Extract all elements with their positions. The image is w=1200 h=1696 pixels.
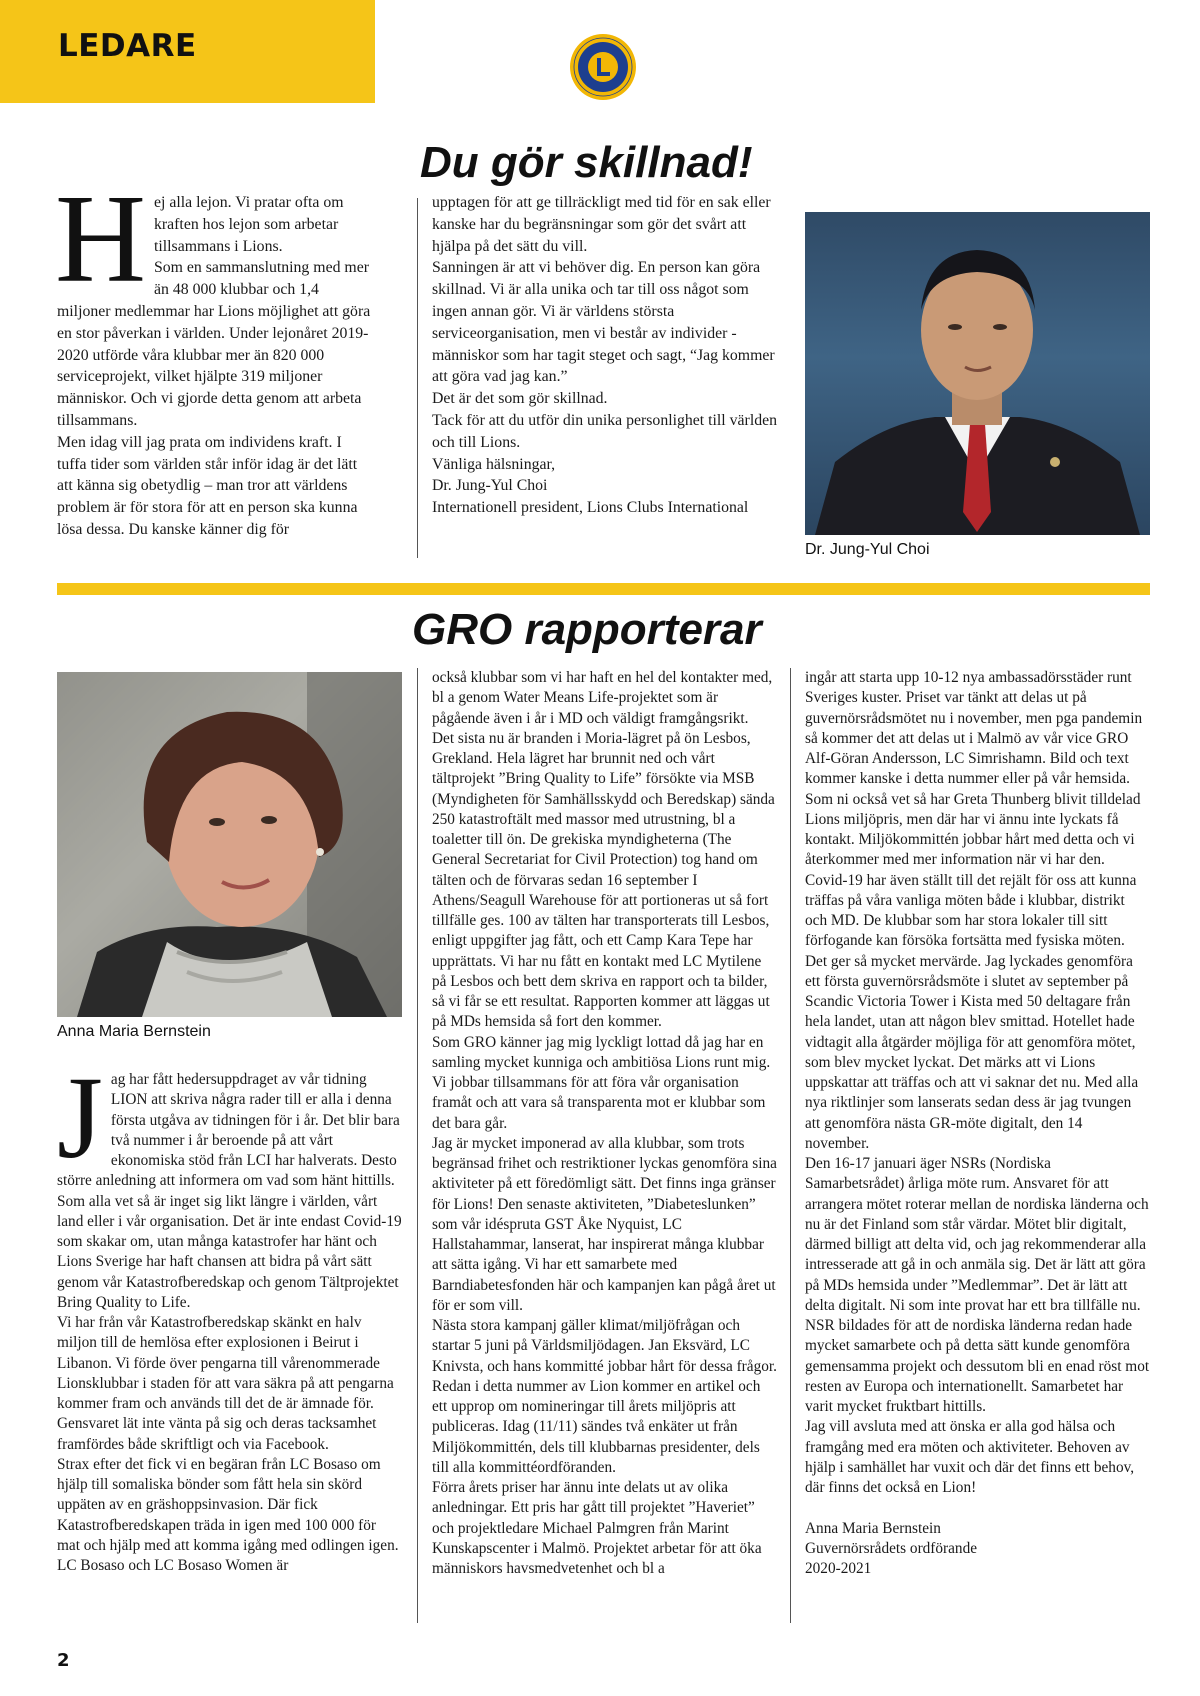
- photo-caption-bernstein: Anna Maria Bernstein: [57, 1023, 211, 1040]
- section-divider: [57, 583, 1150, 595]
- article-title-du-gor-skillnad: Du gör skillnad!: [420, 138, 753, 187]
- portrait-anna-maria-bernstein: [57, 672, 402, 1017]
- article1-column-2: upptagen för att ge tillräckligt med tid för en sak eller kanske har du begränsningar som gör det svårt att hjälpa på det sätt du vill. Sanningen är att vi behöver dig. En person kan göra skillnad. Vi är alla unika och tar till oss något som ingen annan gör. Vi är världens största serviceorganisation, men vi består av individer - människor som har tagit steget och sagt, “Jag kommer att göra vad jag kan.” Det är det som gör skillnad. Tack för att du utför din unika personlighet till världen och till Lions. Vänliga hälsningar, Dr. Jung-Yul Choi Internationell president, Lions Clubs International: [432, 194, 778, 517]
- column-divider: [790, 668, 791, 1623]
- column-divider: [417, 198, 418, 558]
- article2-column-2: också klubbar som vi har haft en hel del kontakter med, bl a genom Water Means Life-projektet som är pågående även i år i MD och väldigt framgångsrikt. Det sista nu är branden i Moria-lägret på ön Lesbos, Grekland. Hela lägret har brunnit ned och vårt tältprojekt ”Bring Quality to Life” försökte via MSB (Myndigheten för Samhällsskydd och Beredskap) sända 250 katastroftält med massor med utrustning, bl a toaletter till ön. De grekiska myndigheterna (The General Secretariat for Civil Protection) tog hand om tälten och de förvaras sedan 16 september I Athens/Seagull Warehouse för att portioneras ut så fort tillfälle ges. 100 av tälten har transporterats till Lesbos, enligt uppgifter jag fått, och ett Camp Kara Tepe har upprättats. Vi har nu fått en kontakt med LC Mytilene på Lesbos och bett dem skriva en rapport och ta bilder, så vi får se ett resultat. Rapporten kommer att läggas ut på MDs hemsida så fort den kommer. Som GRO känner jag mig lyckligt lottad då jag har en samling mycket kunniga och ambitiösa Lions runt mig. Vi jobbar tillsammans för att föra vår organisation framåt och att vara så transparenta mot er klubbar som det bara går. Jag är mycket imponerad av alla klubbar, som trots begränsad frihet och restriktioner lyckas genomföra sina aktiviteter på ett föredömligt sätt. Det finns inga gränser för Lions! Den senaste aktiviteten, ”Diabeteslunken” som vår idéspruta GST Åke Nyquist, LC Hallstahammar, lanserat, har inspirerat många klubbar att sätta igång. Vi har ett samarbete med Barndiabetesfonden här och kampanjen kan pågå året ut för er som vill. Nästa stora kampanj gäller klimat/miljöfrågan och startar 5 juni på Världsmiljödagen. Jan Eksvärd, LC Knivsta, och hans kommitté jobbar hårt för dessa frågor. Redan i detta nummer av Lion kommer en artikel och ett upprop om nomineringar till årets miljöpris att publiceras. Idag (11/11) sändes två enkäter ut från Miljökommittén, dels till klubbarnas presidenter, dels till alla kommittéordföranden. Förra årets priser har ännu inte delats ut av olika anledningar. Ett pris har gått till projektet ”Haveriet” och projektledare Michael Palmgren från Marint Kunskapscenter i Malmö. Projektet arbetar för att öka människors havsmedvetenhet och bl a: [432, 669, 777, 1577]
- section-label-tab: [0, 0, 375, 103]
- article2-column-1: [57, 1052, 402, 1576]
- drop-cap: H: [55, 170, 146, 309]
- section-label: LEDARE: [58, 28, 197, 64]
- lions-logo: [568, 32, 638, 102]
- article1-column-1-text: ej alla lejon. Vi pratar ofta om kraften hos lejon som arbetar tillsammans i Lions. Som en sammanslutning med mer än 48 000 klubbar och 1,4 miljoner medlemmar har Lions möjlighet att göra en stor påverkan i världen. Under lejonåret 2019-2020 utförde våra klubbar mer än 820 000 serviceprojekt, vilket hjälpte 319 miljoner människor. Och vi gjorde detta genom att arbeta tillsammans. Men idag vill jag prata om individens kraft. I tuffa tider som världen står inför idag är det lätt att känna sig obetydlig – man tror att världens problem är för stora för att en person ska kunna lösa dessa. Du kanske känner dig för: [57, 194, 371, 538]
- portrait-jung-yul-choi: [805, 212, 1150, 535]
- article2-column-3: ingår att starta upp 10-12 nya ambassadörsstäder runt Sveriges kuster. Priset var tänkt att delas ut på guvernörsrådsmötet nu i november, men pga pandemin så kommer det att delas ut i Malmö av vår vice GRO Alf-Göran Andersson, LC Simrishamn. Bild och text kommer kanske i detta nummer eller på vår hemsida. Som ni också vet så har Greta Thunberg blivit tilldelad Lions miljöpris, men där har vi ännu inte lyckats få kontakt. Miljökommittén jobbar hårt med detta och vi återkommer med mer information när vi har den. Covid-19 har även ställt till det rejält för oss att kunna träffas på våra vanliga möten både i klubbar, distrikt och MD. De klubbar som har stora lokaler till sitt förfogande kan försöka fortsätta med fysiska möten. Det ger så mycket mervärde. Jag lyckades genomföra ett första guvernörsrådsmöte i slutet av september på Scandic Victoria Tower i Kista med 50 deltagare från hela landet, utan att någon blev smittad. Hotellet hade vidtagit alla åtgärder möjliga för att genomföra mötet, som blev mycket lyckat. Det märks att vi Lions uppskattar att träffas och att vi saknar det nu. Med alla nya riktlinjer som lanserats sedan dess är jag tvungen att genomföra nästa GR-möte digitalt, den 14 november. Den 16-17 januari äger NSRs (Nordiska Samarbetsrådet) årliga möte rum. Ansvaret för att arrangera mötet roterar mellan de nordiska länderna och nu är det Finland som står värdar. Mötet blir digitalt, därmed billigt att delta vid, och jag rekommenderar alla intresserade att gå in och anmäla sig. Det är lätt att göra på MDs hemsida under ”Medlemmar”. Det är lätt att delta digitalt. Ni som inte provat har ett bra tillfälle nu. NSR bildades för att de nordiska länderna redan hade mycket samarbete och på detta sätt kunde genomföra gemensamma projekt och dessutom bli en enad röst mot resten av Europa och internationellt. Samarbetet har varit mycket fruktbart hittills. Jag vill avsluta med att önska er alla god hälsa och framgång med era möten och aktiviteter. Behoven av hjälp i samhället har vuxit och där det finns ett behov, där finns det också en Lion! Anna Maria Bernstein Guvernörsrådets ordförande 2020-2021: [805, 669, 1150, 1577]
- drop-cap: J: [57, 1052, 103, 1183]
- article1-column-1: [55, 170, 372, 541]
- photo-caption-choi: Dr. Jung-Yul Choi: [805, 541, 930, 558]
- article-title-gro-rapporterar: GRO rapporterar: [412, 605, 762, 654]
- column-divider: [417, 668, 418, 1623]
- page-number: 2: [57, 1650, 70, 1671]
- article2-column-1-text: ag har fått hedersuppdraget av vår tidning LION att skriva några rader till er alla i denna första utgåva av tidningen för i år. Det blir bara två nummer i år beroende på att vårt ekonomiska stöd från LCI har halverats. Desto större anledning att informera om vad som hänt hittills. Som alla vet så är inget sig likt längre i världen, vårt land eller i vår organisation. Det är inte endast Covid-19 som skakar om, utan många katastrofer har hänt och Lions Sverige har haft chansen att bidra på vårt sätt genom vår Katastrofberedskap och genom Tältprojektet Bring Quality to Life. Vi har från vår Katastrofberedskap skänkt en halv miljon till de hemlösa efter explosionen i Beirut i Libanon. Vi förde över pengarna till vårenommerade Lionsklubbar i staden för att vara säkra på att pengarna kommer fram och används till det de är ämnade för. Gensvaret lät inte vänta på sig och deras tacksamhet framfördes både skriftligt och via Facebook. Strax efter det fick vi en begäran från LC Bosaso om hjälp till somaliska bönder som fått hela sin skörd uppäten av en gräshoppsinvasion. Där fick Katastrofberedskapen träda in igen med 100 000 för mat och hjälp med att komma igång med odlingen igen. LC Bosaso och LC Bosaso Women är: [57, 1071, 402, 1574]
